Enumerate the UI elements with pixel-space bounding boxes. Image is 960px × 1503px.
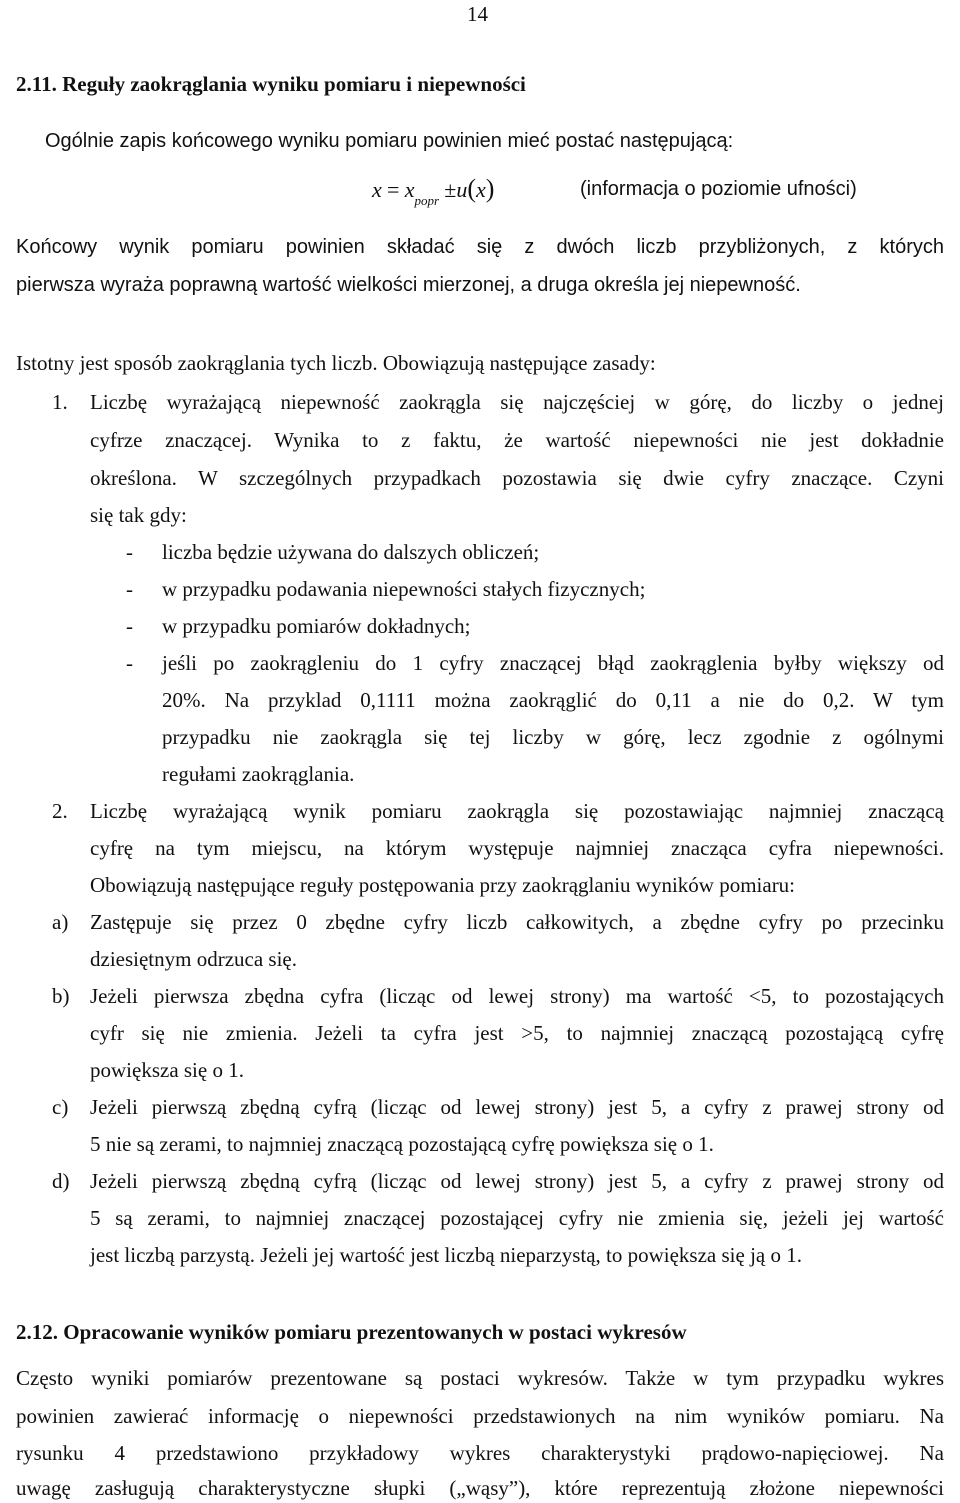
paragraph-line: uwagę zasługują charakterystyczne słupki („wąsy”), które reprezentują złożone niepewności bbox=[16, 1476, 944, 1500]
dash-item-text: w przypadku pomiarów dokładnych; bbox=[162, 614, 471, 638]
list-item-text: 5 nie są zerami, to najmniej znaczącą pozostającą cyfrę powiększa się o 1. bbox=[90, 1132, 714, 1156]
rule-line: Liczbę wyrażającą niepewność zaokrągla się najczęściej w górę, do liczby o jednej bbox=[90, 390, 944, 414]
rule-line: się tak gdy: bbox=[90, 503, 187, 527]
dash-marker: - bbox=[126, 614, 133, 638]
para1-line: pierwsza wyraża poprawną wartość wielkości mierzonej, a druga określa jej niepewność. bbox=[16, 274, 801, 296]
para1-line: Końcowy wynik pomiaru powinien składać się z dwóch liczb przybliżonych, z których bbox=[16, 236, 944, 258]
list-item-text: Jeżeli pierwszą zbędną cyfrą (licząc od lewej strony) jest 5, a cyfry z prawej strony od bbox=[90, 1169, 944, 1193]
dash-marker: - bbox=[126, 651, 133, 675]
page-number: 14 bbox=[467, 2, 488, 26]
list-letter: c) bbox=[52, 1095, 69, 1119]
formula-arg: x bbox=[476, 177, 486, 202]
paragraph-line: rysunku 4 przedstawiono przykładowy wykres charakterystyki prądowo-napięciowej. Na bbox=[16, 1441, 944, 1465]
intro-text: Ogólnie zapis końcowego wyniku pomiaru powinien mieć postać następującą: bbox=[45, 130, 734, 152]
section-heading-2-12: 2.12. Opracowanie wyników pomiaru prezentowanych w postaci wykresów bbox=[16, 1320, 687, 1344]
dash-item-text: liczba będzie używana do dalszych obliczeń; bbox=[162, 540, 540, 564]
formula-paren-open: ( bbox=[467, 174, 477, 203]
section-heading-2-11: 2.11. Reguły zaokrąglania wyniku pomiaru i niepewności bbox=[16, 72, 526, 96]
list-item-text: cyfr się nie zmienia. Jeżeli ta cyfra jest >5, to najmniej znaczącą pozostającą cyfrę bbox=[90, 1021, 944, 1045]
dash-item-text: regułami zaokrąglania. bbox=[162, 762, 355, 786]
dash-item-text: w przypadku podawania niepewności stałych fizycznych; bbox=[162, 577, 646, 601]
formula-paren-close: ) bbox=[485, 174, 495, 203]
rule-line: określona. W szczególnych przypadkach pozostawia się dwie cyfry znaczące. Czyni bbox=[90, 466, 944, 490]
formula-subscript: popr bbox=[414, 193, 440, 208]
list-letter: d) bbox=[52, 1169, 70, 1193]
dash-marker: - bbox=[126, 577, 133, 601]
paragraph-line: Często wyniki pomiarów prezentowane są postaci wykresów. Także w tym przypadku wykres bbox=[16, 1366, 944, 1390]
list-item-text: Jeżeli pierwszą zbędną cyfrą (licząc od lewej strony) jest 5, a cyfry z prawej strony od bbox=[90, 1095, 944, 1119]
rule-line: cyfrze znaczącej. Wynika to z faktu, że wartość niepewności nie jest dokładnie bbox=[90, 428, 944, 452]
formula-lhs: x bbox=[372, 177, 382, 202]
list-letter: a) bbox=[52, 910, 69, 934]
rule-line: Obowiązują następujące reguły postępowania przy zaokrąglaniu wyników pomiaru: bbox=[90, 873, 796, 897]
dash-item-text: 20%. Na przyklad 0,1111 można zaokrąglić do 0,11 a nie do 0,2. W tym bbox=[162, 688, 944, 712]
formula-plus-minus: ± bbox=[444, 177, 457, 202]
list-item-text: Zastępuje się przez 0 zbędne cyfry liczb całkowitych, a zbędne cyfry po przecinku bbox=[90, 910, 944, 934]
dash-item-text: jeśli po zaokrągleniu do 1 cyfry znaczącej błąd zaokrąglenia byłby większy od bbox=[162, 651, 944, 675]
formula bbox=[372, 174, 495, 208]
list-item-text: 5 są zerami, to najmniej znaczącej pozostającej cyfry nie zmienia się, jeżeli jej wartość bbox=[90, 1206, 944, 1230]
formula-u: u bbox=[456, 177, 468, 202]
rule-line: cyfrę na tym miejscu, na którym występuje najmniej znacząca cyfra niepewności. bbox=[90, 836, 944, 860]
formula-note: (informacja o poziomie ufności) bbox=[580, 178, 857, 200]
formula-var: x bbox=[404, 177, 415, 202]
dash-marker: - bbox=[126, 540, 133, 564]
list-item-text: Jeżeli pierwsza zbędna cyfra (licząc od lewej strony) ma wartość <5, to pozostających bbox=[90, 984, 944, 1008]
rules-intro: Istotny jest sposób zaokrąglania tych liczb. Obowiązują następujące zasady: bbox=[16, 351, 656, 375]
dash-item-text: przypadku nie zaokrągla się tej liczby w górę, lecz zgodnie z ogólnymi bbox=[162, 725, 944, 749]
formula-equals: = bbox=[387, 177, 400, 202]
list-item-text: dziesiętnym odrzuca się. bbox=[90, 947, 298, 971]
rule-number: 2. bbox=[52, 799, 68, 823]
rule-number: 1. bbox=[52, 390, 68, 414]
list-item-text: jest liczbą parzystą. Jeżeli jej wartość jest liczbą nieparzystą, to powiększa się ją o 1. bbox=[90, 1243, 802, 1267]
list-letter: b) bbox=[52, 984, 70, 1008]
rule-line: Liczbę wyrażającą wynik pomiaru zaokrągla się pozostawiając najmniej znaczącą bbox=[90, 799, 944, 823]
list-item-text: powiększa się o 1. bbox=[90, 1058, 244, 1082]
paragraph-line: powinien zawierać informację o niepewności przedstawionych na nim wyników pomiaru. Na bbox=[16, 1404, 944, 1428]
